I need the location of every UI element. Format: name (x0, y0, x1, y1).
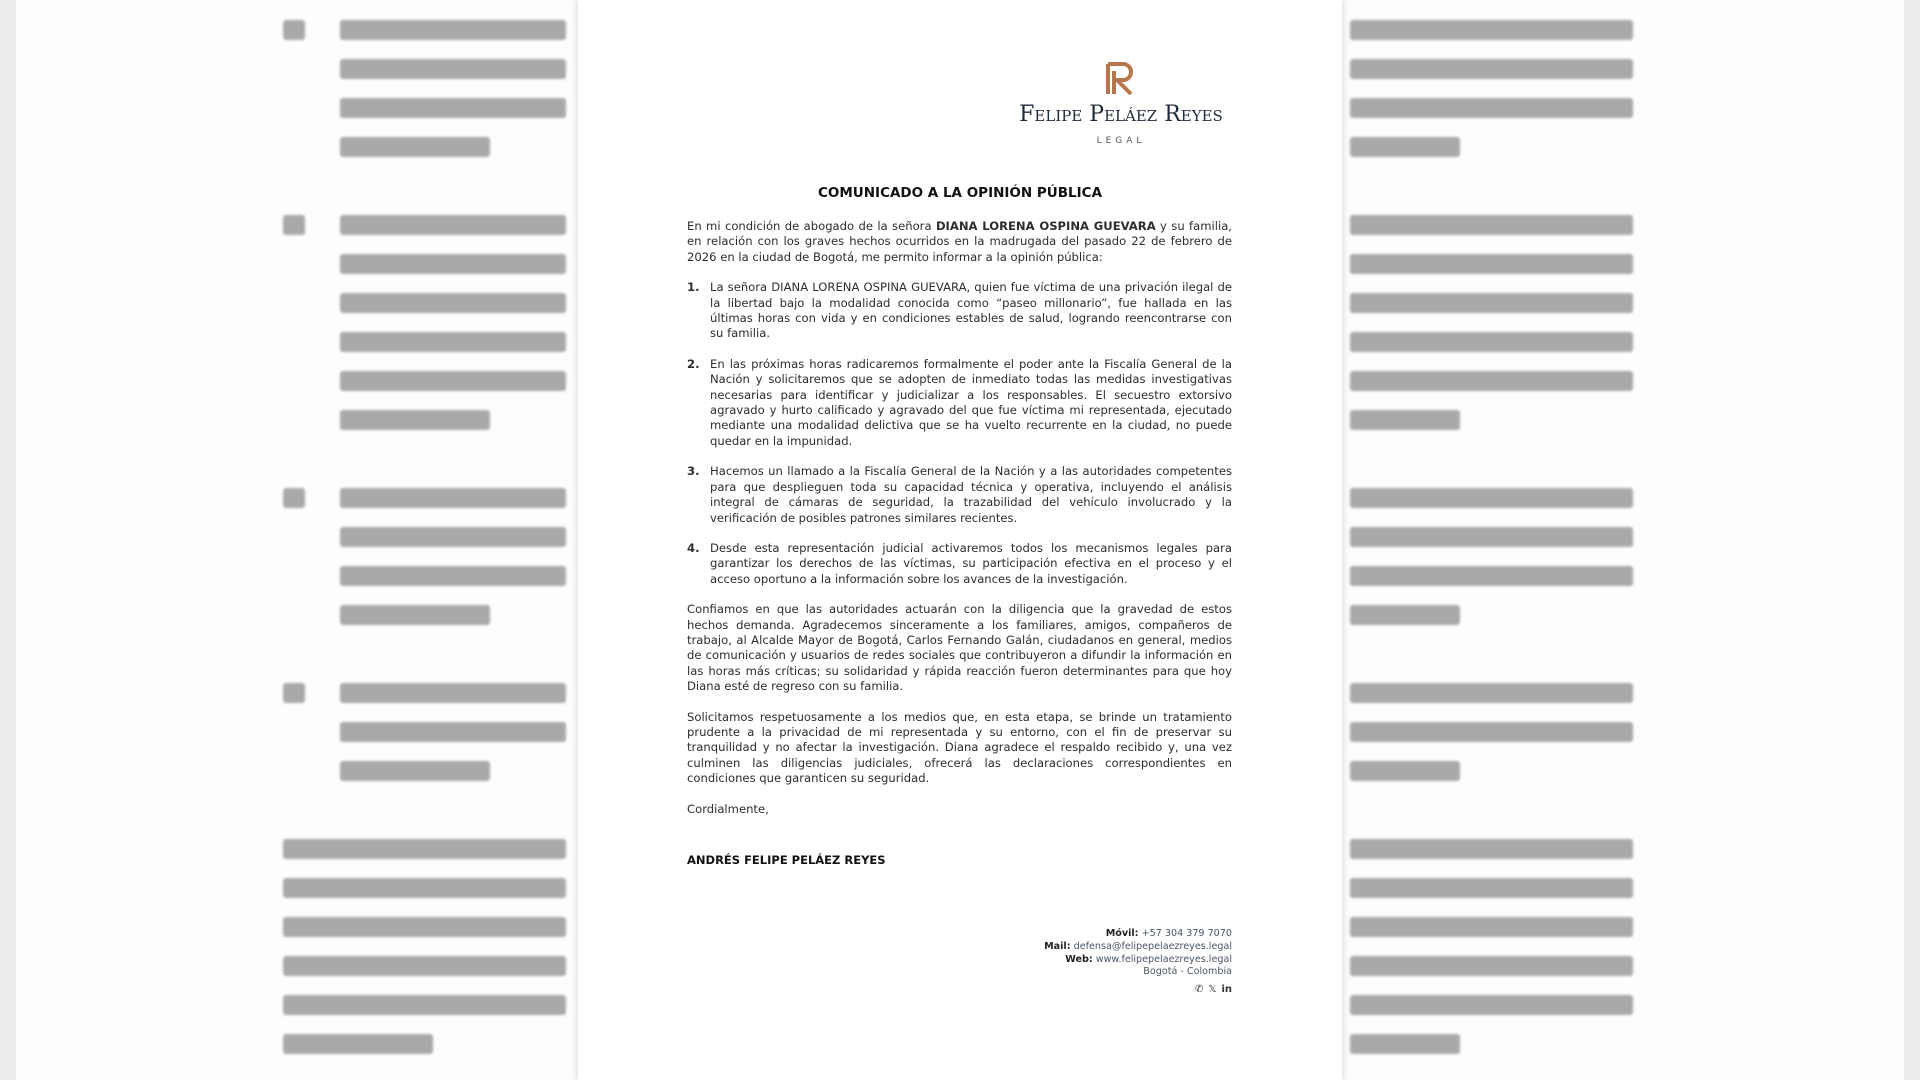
background-text-line (340, 488, 566, 508)
background-text-line (283, 995, 566, 1015)
document-page (578, 0, 1342, 1080)
background-text-line (1350, 1034, 1460, 1054)
brand-subtitle: LEGAL (1096, 136, 1146, 146)
background-number-mark (283, 215, 305, 235)
signature-name: ANDRÉS FELIPE PELÁEZ REYES (687, 853, 886, 867)
contact-block: Móvil: +57 304 379 7070 Mail: defensa@felipepelaezreyes.legal Web: www.felipepelaezreyes.legal Bogotá - Colombia (687, 928, 1232, 979)
background-text-line (340, 722, 566, 742)
x-icon[interactable]: 𝕏 (1208, 984, 1217, 996)
logo-monogram-icon (1105, 62, 1137, 96)
background-text-line (340, 137, 490, 157)
brand-logo (578, 62, 1342, 152)
background-text-line (340, 527, 566, 547)
background-text-line (340, 410, 490, 430)
background-text-line (283, 878, 566, 898)
background-enlarged-document-left (270, 0, 570, 1080)
list-item: 2. En las próximas horas radicaremos formalmente el poder ante la Fiscalía General de la Nación y solicitaremos que se adopten de inmediato todas las medidas investigativas necesarias para identificar y judicializar a los responsables. El secuestro extorsivo agravado y hurto calificado y agravado del que fue víctima mi representada, ejecutado mediante una modalidad delictiva que se ha vuelto recurrente en la ciudad, no puede quedar en la impunidad. (687, 356, 1232, 448)
background-number-mark (283, 20, 305, 40)
list-item: 3. Hacemos un llamado a la Fiscalía General de la Nación y a las autoridades competentes para que desplieguen toda su capacidad técnica y operativa, incluyendo el análisis integral de cámaras de seguridad, la trazabilidad del vehículo involucrado y la verificación de posibles patrones similares recientes. (687, 464, 1232, 525)
email-link[interactable]: defensa@felipepelaezreyes.legal (1073, 940, 1232, 952)
web-link[interactable]: www.felipepelaezreyes.legal (1095, 953, 1232, 965)
intro-paragraph: En mi condición de abogado de la señora DIANA LORENA OSPINA GUEVARA y su familia, en relación con los graves hechos ocurridos en la madrugada del pasado 22 de febrero de 2026 en la ciudad de Bogotá, me permito informar a la opinión pública: (687, 219, 1232, 264)
background-text-line (340, 254, 566, 274)
background-text-line (340, 98, 566, 118)
whatsapp-icon[interactable]: ✆ (1195, 984, 1204, 996)
background-text-line (1350, 488, 1633, 508)
background-text-line (340, 293, 566, 313)
background-text-line (1350, 722, 1633, 742)
background-text-line (1350, 332, 1633, 352)
background-text-line (340, 20, 566, 40)
social-icons (687, 983, 1232, 996)
background-text-line (1350, 59, 1633, 79)
background-text-line (1350, 761, 1460, 781)
background-text-line (1350, 371, 1633, 391)
brand-name: Felipe Peláez Reyes (1019, 102, 1223, 127)
background-text-line (283, 839, 566, 859)
document-title: COMUNICADO A LA OPINIÓN PÚBLICA (817, 185, 1103, 201)
background-text-line (283, 1034, 433, 1054)
linkedin-icon[interactable]: in (1221, 984, 1232, 996)
background-text-line (1350, 917, 1633, 937)
background-text-line (1350, 215, 1633, 235)
background-text-line (1350, 956, 1633, 976)
background-number-mark (283, 488, 305, 508)
location: Bogotá - Colombia (1143, 966, 1232, 978)
background-text-line (1350, 839, 1633, 859)
background-text-line (340, 683, 566, 703)
background-text-line (1350, 410, 1460, 430)
paragraph-request: Solicitamos respetuosamente a los medios que, en esta etapa, se brinde un tratamiento prudente a la privacidad de mi representada y su entorno, con el fin de preservar su tranquilidad y no afectar la investigación. Diana agradece el respaldo recibido y, una vez culminen las diligencias judiciales, ofrecerá las declaraciones correspondientes en condiciones que garanticen su seguridad. (687, 709, 1232, 786)
list-item: 4. Desde esta representación judicial activaremos todos los mecanismos legales para garantizar los derechos de las víctimas, su participación efectiva en el proceso y el acceso oportuno a la información sobre los avances de la investigación. (687, 540, 1232, 586)
background-text-line (1350, 566, 1633, 586)
list-item: 1. La señora DIANA LORENA OSPINA GUEVARA, quien fue víctima de una privación ilegal de la libertad bajo la modalidad conocida como “paseo millonario”, fue hallada en las últimas horas con vida y en condiciones estables de salud, logrando reencontrarse con su familia. (687, 280, 1232, 341)
background-text-line (1350, 98, 1633, 118)
background-text-line (1350, 293, 1633, 313)
document-content (687, 219, 1232, 996)
background-text-line (1350, 137, 1460, 157)
background-text-line (340, 332, 566, 352)
background-text-line (1350, 20, 1633, 40)
background-text-line (283, 956, 566, 976)
closing: Cordialmente, (687, 801, 769, 816)
client-name: DIANA LORENA OSPINA GUEVARA (935, 219, 1156, 233)
background-text-line (1350, 605, 1460, 625)
background-enlarged-document-right (1350, 0, 1640, 1080)
background-text-line (340, 371, 566, 391)
background-text-line (340, 605, 490, 625)
document-body (687, 219, 1232, 817)
background-text-line (1350, 683, 1633, 703)
background-text-line (340, 59, 566, 79)
background-text-line (283, 917, 566, 937)
background-text-line (1350, 254, 1633, 274)
background-text-line (340, 215, 566, 235)
background-number-mark (283, 683, 305, 703)
background-text-line (340, 566, 566, 586)
mobile-number: +57 304 379 7070 (1141, 928, 1232, 939)
background-text-line (340, 761, 490, 781)
background-text-line (1350, 527, 1633, 547)
background-text-line (1350, 995, 1633, 1015)
paragraph-gratitude: Confiamos en que las autoridades actuarán con la diligencia que la gravedad de estos hechos demanda. Agradecemos sinceramente a los familiares, amigos, compañeros de trabajo, al Alcalde Mayor de Bogotá, Carlos Fernando Galán, ciudadanos en general, medios de comunicación y usuarios de redes sociales que contribuyeron a difundir la información en las horas más críticas; su solidaridad y rápida reacción fueron determinantes para que hoy Diana esté de regreso con su familia. (687, 602, 1232, 694)
background-text-line (1350, 878, 1633, 898)
